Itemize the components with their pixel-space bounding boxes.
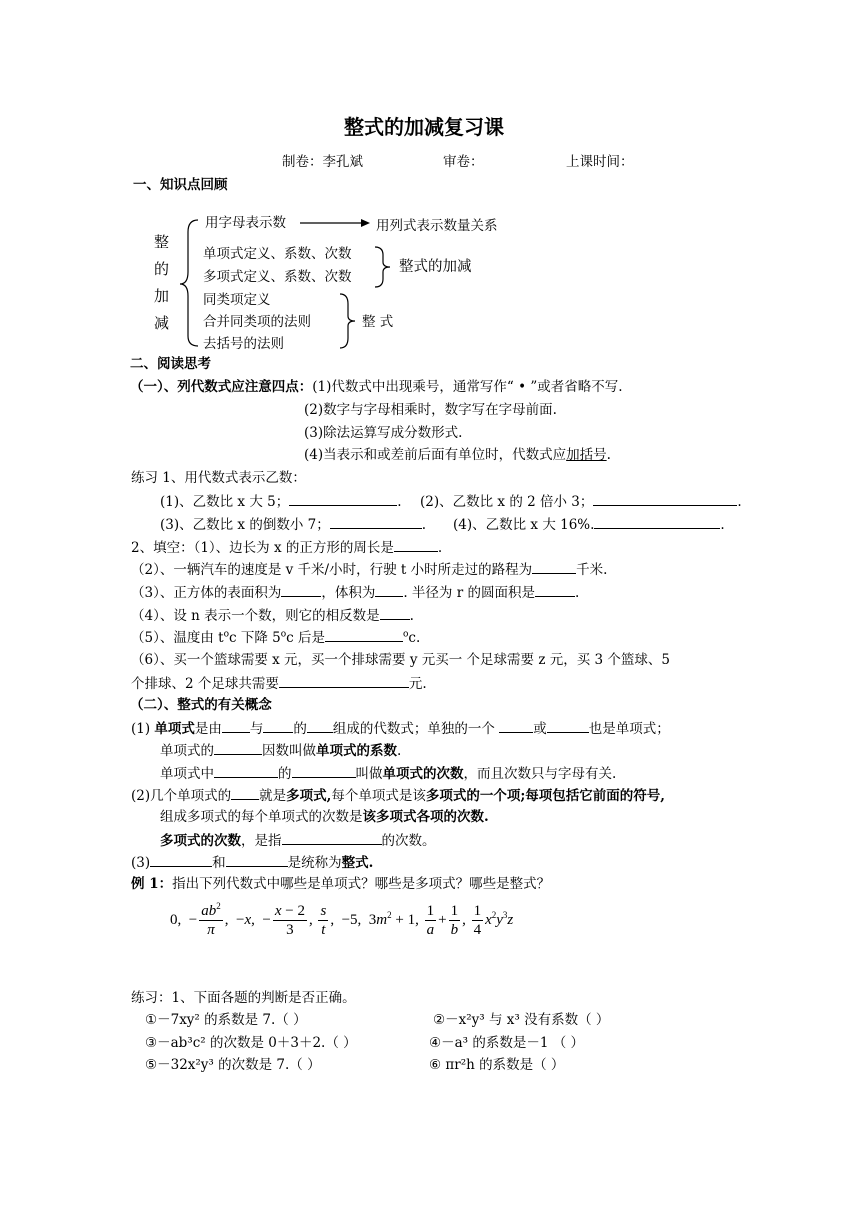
diagram-char-4: 减 [154, 314, 170, 332]
answer-blank[interactable] [282, 831, 382, 845]
concept-text: 因数叫做 [262, 743, 316, 759]
answer-blank[interactable] [594, 515, 720, 529]
answer-blank[interactable] [532, 560, 576, 574]
exercise2-q2-unit: 千米. [576, 562, 608, 578]
concept-text: 的 [278, 766, 292, 782]
judgment-1: ①－7xy² 的系数是 7.（ ） [145, 1012, 307, 1028]
concept-text: ，是指 [241, 833, 282, 849]
answer-blank[interactable] [279, 674, 409, 688]
diagram-char-1: 整 [154, 233, 170, 251]
right-brace-1-icon [375, 247, 390, 287]
exercise2-q1: 2、填空：（1）、边长为 x 的正方形的周长是 . [131, 540, 443, 556]
answer-blank[interactable] [226, 853, 288, 867]
exercise2-q6-line2 [131, 674, 427, 693]
diagram-item-5: 合并同类项的法则 [203, 314, 311, 330]
concept-text: 与 [249, 721, 264, 737]
part1-line [130, 378, 623, 396]
fraction-s-over-t: $\frac{s}{t}$ [320, 902, 327, 938]
diagram-char-2: 的 [154, 260, 170, 278]
degree-mark: o [280, 629, 287, 640]
concept1-line3 [160, 764, 616, 783]
fraction-1-over-4: $\frac{1}{4}$ [473, 902, 482, 938]
exercise1-q3: (3)、乙数比 x 的倒数小 7； . [160, 517, 426, 533]
page-title: 整式的加减复习课 [344, 115, 504, 139]
point-2: (2)数字与字母相乘时，数字写在字母前面. [304, 402, 557, 418]
exercise2-q5-text3: c 后是 [286, 630, 325, 646]
diagram-brackets [0, 0, 860, 360]
concept-term: 多项式的一个项;每项包括它前面的符号, [425, 788, 666, 804]
fraction-x-minus-2-over-3: $\frac{x - 2}{3}$ [274, 902, 305, 938]
concept-text: 组成多项式的每个单项式的次数是 [160, 809, 363, 825]
diagram-item-4: 同类项定义 [203, 292, 271, 308]
concept-text: ，而且次数只与字母有关. [463, 766, 617, 782]
answer-blank[interactable] [214, 741, 262, 755]
diagram-item-6: 去括号的法则 [203, 336, 284, 352]
concept-text: 也是单项式； [588, 721, 670, 737]
concept2-line3 [160, 831, 436, 850]
exercise1-q1-text: (1)、乙数比 x 大 5； [160, 494, 290, 510]
exercise2-q3-text2: ，体积为 [321, 585, 376, 601]
concept-text: 组成的代数式；单独的一个 [332, 721, 500, 737]
exercise1-q4: (4)、乙数比 x 大 16%. . [453, 517, 725, 533]
exercise2-q1-text: 2、填空：（1）、边长为 x 的正方形的周长是 [131, 540, 394, 556]
point-4 [304, 446, 611, 464]
concept-text: 就是 [259, 788, 287, 804]
concept-term: 多项式的次数 [160, 833, 241, 849]
degree-mark: o [403, 629, 409, 640]
concept-text: 单项式中 [160, 766, 214, 782]
answer-blank[interactable] [231, 786, 259, 800]
answer-blank[interactable] [222, 719, 250, 733]
answer-blank[interactable] [307, 719, 333, 733]
concept-term: 单项式的系数 [316, 743, 397, 759]
exercise2-q3-text: （3）、正方体的表面积为 [131, 585, 282, 601]
example1-line [131, 875, 550, 893]
concept-term: 整式. [341, 855, 374, 871]
answer-blank[interactable] [263, 719, 293, 733]
group1-label: 整式的加减 [399, 259, 472, 275]
answer-blank[interactable] [547, 719, 589, 733]
answer-blank[interactable] [214, 764, 278, 778]
answer-blank[interactable] [499, 719, 533, 733]
judgment-3: ③－ab³c² 的次数是 0＋3＋2.（ ） [145, 1035, 357, 1051]
concept-text: 叫做 [355, 766, 383, 782]
exercise2-q5-end: c. [408, 630, 421, 646]
class-time-label: 上课时间： [566, 154, 634, 170]
diagram-char-3: 加 [154, 287, 170, 305]
exercise1-q2-text: (2)、乙数比 x 的 2 倍小 3； [420, 494, 594, 510]
exercise1-q4-text: (4)、乙数比 x 大 16%. [453, 517, 595, 533]
concept2-line2 [160, 808, 489, 826]
practice-intro: 练习：1、下面各题的判断是否正确。 [131, 990, 356, 1006]
section2-heading: 二、阅读思考 [130, 356, 211, 372]
example1-text: 指出下列代数式中哪些是单项式？哪些是多项式？哪些是整式？ [172, 876, 551, 892]
point-4-end: . [606, 447, 611, 463]
concept-text: 的次数。 [381, 833, 436, 849]
judgment-4: ④－a³ 的系数是－1 （ ） [429, 1035, 585, 1051]
example1-formula: 0, − $\frac{ab^2}{\pi}$ , −x, − $\frac{x - 2}{3}$ , $\frac{s}{t}$ , −5, $3m^2 + 1$, $\frac{1}{a}$ + $\frac{1}{b}$ , $\frac{1}{4}$ $x^2y^3z$ [170, 900, 514, 938]
concept3-line [131, 853, 373, 872]
part1-heading: （一）、列代数式应注意四点： [130, 379, 313, 395]
concept-text: (2)几个单项式的 [131, 788, 232, 804]
exercise2-q6-text: 个排球、2 个足球共需要 [131, 676, 279, 692]
concept-term: 该多项式各项的次数. [362, 809, 489, 825]
answer-blank[interactable] [593, 492, 737, 506]
point-3: (3)除法运算写成分数形式. [304, 425, 463, 441]
concept-text: (3) [131, 855, 151, 871]
answer-blank[interactable] [394, 538, 438, 552]
diagram-item-3: 多项式定义、系数、次数 [203, 269, 352, 285]
answer-blank[interactable] [292, 764, 356, 778]
concept-text: 单项式的 [160, 743, 214, 759]
judgment-6: ⑥ πr²h 的系数是（ ） [429, 1057, 565, 1073]
concept1-line1 [131, 719, 670, 738]
answer-blank[interactable] [289, 492, 397, 506]
exercise2-q3: （3）、正方体的表面积为 ，体积为 . 半径为 r 的圆面积是 . [131, 585, 580, 601]
diagram-item-1: 用字母表示数 [205, 215, 286, 231]
point-4-underlined: 加括号 [566, 447, 607, 463]
exercise1-q1: (1)、乙数比 x 大 5； . [160, 494, 402, 510]
fraction-1-over-b: $\frac{1}{b}$ [450, 902, 459, 938]
exercise2-q2 [131, 560, 607, 579]
fraction-ab2-pi: $\frac{ab^2}{\pi}$ [201, 900, 221, 938]
answer-blank[interactable] [375, 583, 403, 597]
diagram-arrow-target: 用列式表示数量关系 [376, 218, 498, 234]
answer-blank[interactable] [325, 628, 403, 642]
judgment-2: ②－x²y³ 与 x³ 没有系数（ ） [433, 1012, 610, 1028]
exercise2-q5-text2: c 下降 5 [228, 630, 281, 646]
exercise1-q2: (2)、乙数比 x 的 2 倍小 3； . [420, 494, 742, 510]
part2-heading: （二）、整式的有关概念 [130, 697, 272, 713]
judgment-5: ⑤－32x²y³ 的次数是 7.（ ） [145, 1057, 321, 1073]
answer-blank[interactable] [150, 853, 212, 867]
concept-text: 和 [212, 855, 226, 871]
exercise2-q6-unit: 元. [408, 676, 427, 692]
author-label: 制卷：李孔斌 [282, 154, 363, 170]
exercise2-q5 [131, 628, 420, 647]
right-brace-2-icon [340, 294, 355, 348]
exercise2-q2-text: （2）、一辆汽车的速度是 v 千米/小时，行驶 t 小时所走过的路程为 [131, 562, 533, 578]
exercise1-intro: 练习 1、用代数式表示乙数： [131, 470, 306, 486]
exercise1-q3-text: (3)、乙数比 x 的倒数小 7； [160, 517, 330, 533]
concept-text: 每个单项式是该 [331, 788, 426, 804]
answer-blank[interactable] [380, 606, 410, 620]
exercise2-q3-text3: . 半径为 r 的圆面积是 [403, 585, 535, 601]
concept-text: (1) [131, 721, 155, 737]
diagram-item-2: 单项式定义、系数、次数 [203, 246, 352, 262]
concept-term: 多项式, [286, 788, 332, 804]
concept-text: 是统称为 [287, 855, 342, 871]
group2-label: 整 式 [362, 314, 394, 330]
point-1: (1)代数式中出现乘号，通常写作“ • ”或者省略不写. [312, 379, 623, 395]
answer-blank[interactable] [330, 515, 422, 529]
concept-text: 是由 [194, 721, 222, 737]
example1-label: 例 1： [131, 876, 173, 892]
concept2-line1 [131, 786, 665, 805]
exercise2-q4: （4）、设 n 表示一个数，则它的相反数是 . [131, 608, 414, 624]
concept1-line2: 单项式的 因数叫做单项式的系数. [160, 743, 402, 759]
fraction-1-over-a: $\frac{1}{a}$ [426, 902, 435, 938]
degree-mark: o [223, 629, 229, 640]
answer-blank[interactable] [281, 583, 321, 597]
exercise2-q6-line1: （6）、买一个篮球需要 x 元，买一个排球需要 y 元买一 个足球需要 z 元，买 3 个篮球、5 [131, 652, 670, 668]
left-brace-icon [180, 220, 198, 346]
concept-text: 的 [293, 721, 307, 737]
concept-term: 单项式的次数 [382, 766, 464, 782]
section1-heading: 一、知识点回顾 [133, 177, 228, 193]
point-4-text: (4)当表示和或差前后面有单位时，代数式应 [304, 447, 567, 463]
exercise2-q5-text: （5）、温度由 t [131, 630, 224, 646]
concept-term: 单项式 [154, 721, 195, 737]
exercise2-q4-text: （4）、设 n 表示一个数，则它的相反数是 [131, 608, 380, 624]
concept-text: 或 [533, 721, 547, 737]
answer-blank[interactable] [535, 583, 575, 597]
reviewer-label: 审卷： [443, 154, 484, 170]
arrow-head-icon [361, 219, 370, 227]
